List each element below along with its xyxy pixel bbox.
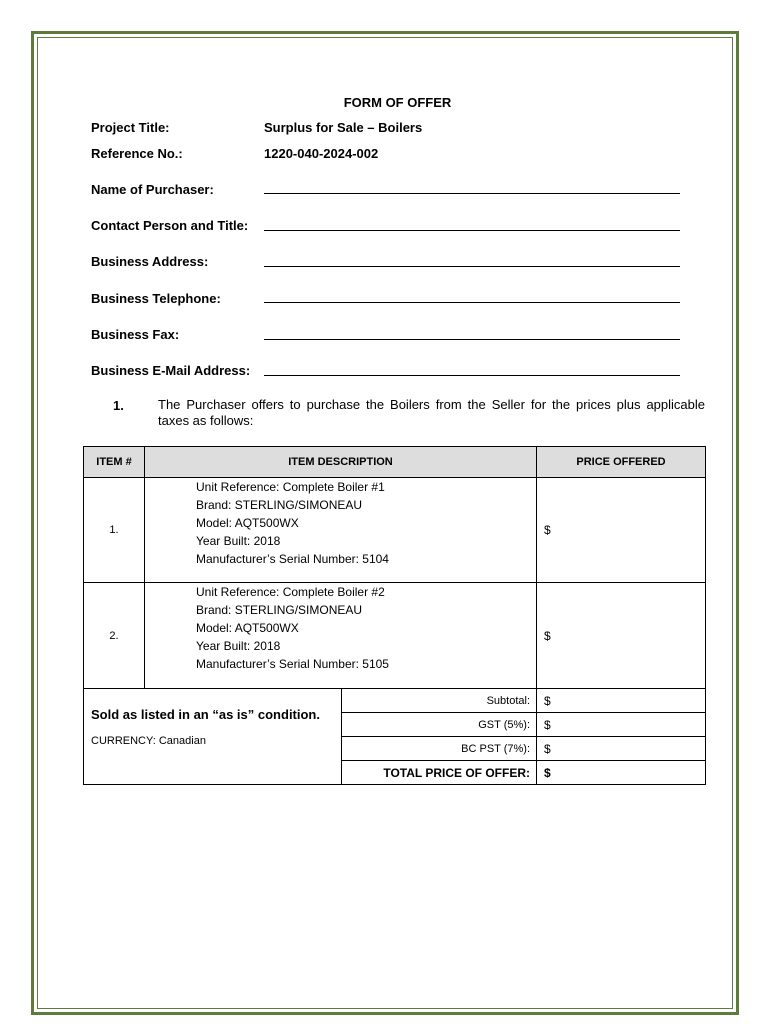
telephone-field[interactable] xyxy=(264,302,680,303)
total-value[interactable]: $ xyxy=(537,761,706,785)
price-offered-cell[interactable]: $ xyxy=(537,583,706,689)
description-line: Manufacturer’s Serial Number: 5105 xyxy=(196,657,389,671)
item-number: 1. xyxy=(84,478,145,583)
contact-label: Contact Person and Title: xyxy=(91,218,249,233)
subtotal-label: Subtotal: xyxy=(342,689,537,713)
project-title-value: Surplus for Sale – Boilers xyxy=(264,120,423,135)
description-line: Year Built: 2018 xyxy=(196,534,281,548)
item-description xyxy=(145,478,537,583)
sold-condition-text: Sold as listed in an “as is” condition. xyxy=(91,707,320,722)
email-field[interactable] xyxy=(264,375,680,376)
item-number: 2. xyxy=(84,583,145,689)
address-label: Business Address: xyxy=(91,254,209,269)
description-line: Model: AQT500WX xyxy=(196,516,299,530)
table-row xyxy=(84,583,706,689)
gst-value[interactable]: $ xyxy=(537,713,706,737)
gst-label: GST (5%): xyxy=(342,713,537,737)
price-header: PRICE OFFERED xyxy=(537,447,706,478)
description-line: Unit Reference: Complete Boiler #1 xyxy=(196,480,385,494)
description-line: Brand: STERLING/SIMONEAU xyxy=(196,498,363,512)
table-row xyxy=(84,478,706,583)
pst-label: BC PST (7%): xyxy=(342,737,537,761)
description-line: Unit Reference: Complete Boiler #2 xyxy=(196,585,385,599)
reference-value: 1220-040-2024-002 xyxy=(264,146,379,161)
email-label: Business E-Mail Address: xyxy=(91,363,251,378)
fax-label: Business Fax: xyxy=(91,327,180,342)
purchaser-field[interactable] xyxy=(264,193,680,194)
currency-text: CURRENCY: Canadian xyxy=(91,735,206,747)
description-line: Brand: STERLING/SIMONEAU xyxy=(196,603,363,617)
fax-field[interactable] xyxy=(264,339,680,340)
contact-field[interactable] xyxy=(264,230,680,231)
item-description xyxy=(145,583,537,689)
item-header: ITEM # xyxy=(84,447,145,478)
form-title: FORM OF OFFER xyxy=(343,95,452,110)
project-title-label: Project Title: xyxy=(91,120,170,135)
description-line: Model: AQT500WX xyxy=(196,621,299,635)
address-field[interactable] xyxy=(264,266,680,267)
reference-label: Reference No.: xyxy=(91,146,183,161)
table-header-row xyxy=(84,447,706,478)
subtotal-value[interactable]: $ xyxy=(537,689,706,713)
price-offered-cell[interactable]: $ xyxy=(537,478,706,583)
description-line: Year Built: 2018 xyxy=(196,639,281,653)
pst-value[interactable]: $ xyxy=(537,737,706,761)
clause-text: The Purchaser offers to purchase the Boilers from the Seller for the prices plus applicable taxes as follows: xyxy=(158,397,705,428)
sold-condition-cell xyxy=(84,689,342,785)
description-line: Manufacturer’s Serial Number: 5104 xyxy=(196,552,389,566)
telephone-label: Business Telephone: xyxy=(91,291,221,306)
description-header: ITEM DESCRIPTION xyxy=(145,447,537,478)
clause-number: 1. xyxy=(113,398,124,413)
summary-row-subtotal xyxy=(84,689,706,713)
offer-table xyxy=(83,446,706,785)
total-label: TOTAL PRICE OF OFFER: xyxy=(342,761,537,785)
purchaser-label: Name of Purchaser: xyxy=(91,182,214,197)
